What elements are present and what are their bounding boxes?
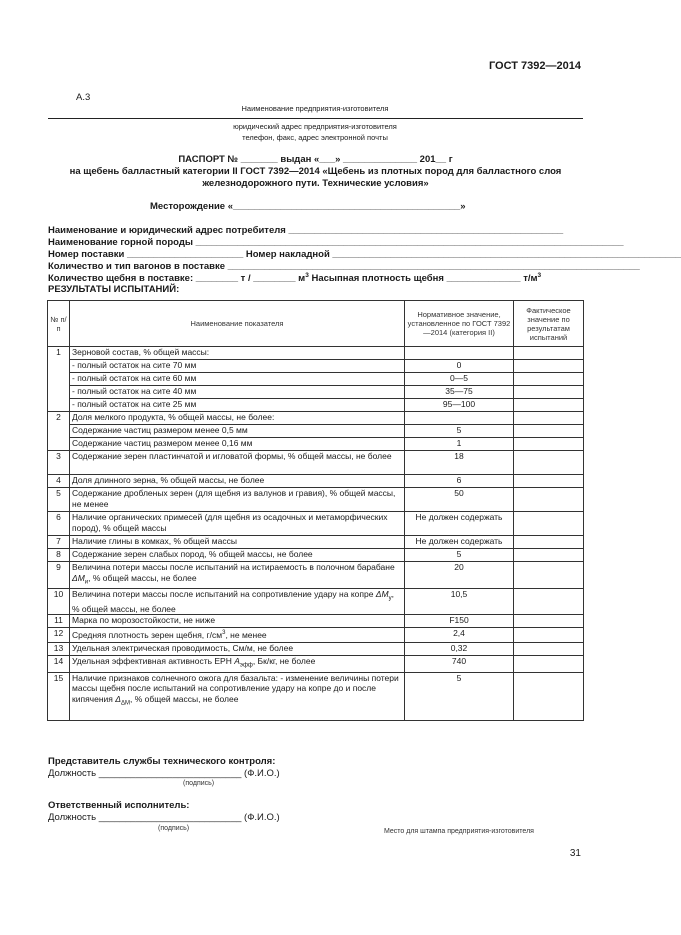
symbol-sub: у [388,595,392,602]
row-num: 14 [48,656,70,672]
row-name-text: Удельная эффективная активность ЕРН [72,656,235,667]
row-num: 5 [48,488,70,512]
row-name: Наличие органических примесей (для щебня из осадочных и метаморфических пород), % общей массы [70,512,405,536]
control-sign-caption: (подпись) [183,780,215,787]
passport-subject-line: на щебень балластный категории II ГОСТ 7392—2014 «Щебень из плотных пород для балластного слоя [69,166,562,177]
header-norm: Нормативное значение, установленное по ГОСТ 7392—2014 (категория II) [405,301,514,347]
row-actual [514,588,584,615]
org-contacts-caption: телефон, факс, адрес электронной почты [242,133,388,142]
row-norm [405,347,514,360]
table-row [48,451,584,475]
table-row [48,562,584,589]
deposit-field: Месторождение «___________________________________________» [150,201,466,212]
table-row [48,412,584,425]
header-actual: Фактическое значение по результатам испытаний [514,301,584,347]
row-actual [514,438,584,451]
executor-signature-line: Должность ___________________________ (Ф.И.О.) [48,812,280,823]
row-name [70,562,405,589]
row-name [70,588,405,615]
symbol: A [234,656,240,667]
table-row [48,549,584,562]
table-row [48,475,584,488]
executor-sign-caption: (подпись) [158,825,190,832]
row-actual [514,562,584,589]
quantity-text: Количество щебня в поставке: ________ т / ________ м [48,273,306,284]
row-norm: 5 [405,672,514,720]
row-name: Доля длинного зерна, % общей массы, не более [70,475,405,488]
row-num: 1 [48,347,70,412]
consumer-field: Наименование и юридический адрес потребителя ____________________________________________________ [48,225,564,236]
row-norm: Не должен содержать [405,536,514,549]
row-num: 7 [48,536,70,549]
control-signature-line: Должность ___________________________ (Ф.И.О.) [48,768,280,779]
row-num: 11 [48,615,70,628]
row-norm: 0—5 [405,373,514,386]
row-num: 9 [48,562,70,589]
table-row [48,672,584,720]
table-row [48,386,584,399]
row-actual [514,373,584,386]
row-actual [514,656,584,672]
passport-subject-line-2: железнодорожного пути. Технические условия» [202,178,429,189]
row-norm: 5 [405,549,514,562]
symbol: ΔM [375,588,389,599]
org-name-line [48,118,583,119]
row-norm: 95—100 [405,399,514,412]
results-heading: РЕЗУЛЬТАТЫ ИСПЫТАНИЙ: [48,284,180,295]
table-row [48,399,584,412]
control-title: Представитель службы технического контроля: [48,756,276,767]
wagons-field: Количество и тип вагонов в поставке ______________________________________________________________________________ [48,261,640,272]
row-name: Доля мелкого продукта, % общей массы, не более: [70,412,405,425]
org-name-caption: Наименование предприятия-изготовителя [241,104,389,113]
row-name: - полный остаток на сите 70 мм [70,360,405,373]
table-row [48,347,584,360]
quantity-field [48,272,583,284]
symbol-sub: ΔM [120,700,130,707]
table-row [48,438,584,451]
row-norm [405,412,514,425]
passport-number-line: ПАСПОРТ № _______ выдан «___» ______________ 201__ г [178,154,453,165]
symbol: ΔM [72,572,85,583]
table-row [48,373,584,386]
table-row [48,488,584,512]
header-name: Наименование показателя [70,301,405,347]
page-number: 31 [569,848,581,859]
row-name-text: Величина потери массы после испытаний на истираемость в полочном барабане [72,562,395,572]
table-row [48,360,584,373]
row-actual [514,425,584,438]
row-actual [514,451,584,475]
header-num: № п/п [48,301,70,347]
org-address-caption: юридический адрес предприятия-изготовителя [233,122,397,131]
row-num: 10 [48,588,70,615]
table-row [48,512,584,536]
row-name: Марка по морозостойкости, не ниже [70,615,405,628]
row-name [70,656,405,672]
density-text: Насыпная плотность щебня ______________ т/м [308,273,538,284]
row-actual [514,347,584,360]
results-table [47,300,584,721]
annex-label: А.3 [76,92,91,103]
row-norm: F150 [405,615,514,628]
row-name: Наличие глины в комках, % общей массы [70,536,405,549]
row-actual [514,488,584,512]
row-num: 3 [48,451,70,475]
row-actual [514,412,584,425]
row-name-text: Наличие признаков солнечного ожога для базальта: - изменение величины потери массы щебня после испытаний на сопротивление удару на копре до и после кипячения [72,672,399,704]
table-row [48,643,584,656]
row-name: Содержание частиц размером менее 0,5 мм [70,425,405,438]
row-norm: 5 [405,425,514,438]
row-norm: 10,5 [405,588,514,615]
row-norm: Не должен содержать [405,512,514,536]
row-name [70,628,405,643]
stamp-place-caption: Место для штампа предприятия-изготовителя [384,828,534,835]
row-name-text-end: , % общей массы, не более [129,693,239,704]
table-header-row [48,301,584,347]
row-actual [514,512,584,536]
row-name: Содержание зерен слабых пород, % общей массы, не более [70,549,405,562]
row-norm: 35—75 [405,386,514,399]
row-norm: 18 [405,451,514,475]
table-row [48,628,584,643]
row-name: Содержание частиц размером менее 0,16 мм [70,438,405,451]
row-actual [514,536,584,549]
unit-superscript-2: 3 [537,272,542,279]
row-num: 2 [48,412,70,451]
row-name: Содержание зерен пластинчатой и игловатой формы, % общей массы, не более [70,451,405,475]
row-norm: 740 [405,656,514,672]
row-name-text: Величина потери массы после испытаний на сопротивление удару на копре [72,588,376,599]
row-name-text-end: , Бк/кг, не более [252,656,316,667]
row-name-text-end: , не менее [225,630,267,641]
row-norm: 0 [405,360,514,373]
row-num: 4 [48,475,70,488]
row-actual [514,615,584,628]
row-norm: 50 [405,488,514,512]
row-name: Удельная электрическая проводимость, См/м, не более [70,643,405,656]
symbol: Δ [115,693,121,704]
standard-code: ГОСТ 7392—2014 [488,60,581,72]
row-name [70,672,405,720]
row-name-text-end: , % общей массы, не более [72,588,394,614]
row-name-text-end: , % общей массы, не более [88,572,197,583]
row-norm: 0,32 [405,643,514,656]
row-name: Содержание дробленых зерен (для щебня из валунов и гравия), % общей массы, не менее [70,488,405,512]
row-name: - полный остаток на сите 25 мм [70,399,405,412]
table-row [48,615,584,628]
row-name: - полный остаток на сите 60 мм [70,373,405,386]
row-norm: 6 [405,475,514,488]
row-actual [514,549,584,562]
delivery-field: Номер поставки ______________________ Номер накладной __________________________________________________________________ [48,249,681,260]
row-actual [514,360,584,373]
symbol-sub: эфф [239,663,253,670]
rock-field: Наименование горной породы _________________________________________________________________________________ [48,237,624,248]
row-name: - полный остаток на сите 40 мм [70,386,405,399]
symbol-sub: и [84,579,89,586]
row-actual [514,399,584,412]
table-row [48,425,584,438]
table-row [48,588,584,615]
table-row [48,656,584,672]
row-actual [514,628,584,643]
row-norm: 1 [405,438,514,451]
row-actual [514,643,584,656]
row-actual [514,475,584,488]
row-name: Зерновой состав, % общей массы: [70,347,405,360]
row-name-text: Средняя плотность зерен щебня, г/см [72,630,223,641]
row-num: 13 [48,643,70,656]
row-norm: 20 [405,562,514,589]
executor-title: Ответственный исполнитель: [48,800,190,811]
row-num: 12 [48,628,70,643]
unit-superscript: 3 [305,272,309,279]
row-num: 15 [48,672,70,720]
row-actual [514,672,584,720]
row-actual [514,386,584,399]
row-num: 6 [48,512,70,536]
unit-sup: 3 [222,630,226,637]
table-row [48,536,584,549]
row-norm: 2,4 [405,628,514,643]
row-num: 8 [48,549,70,562]
